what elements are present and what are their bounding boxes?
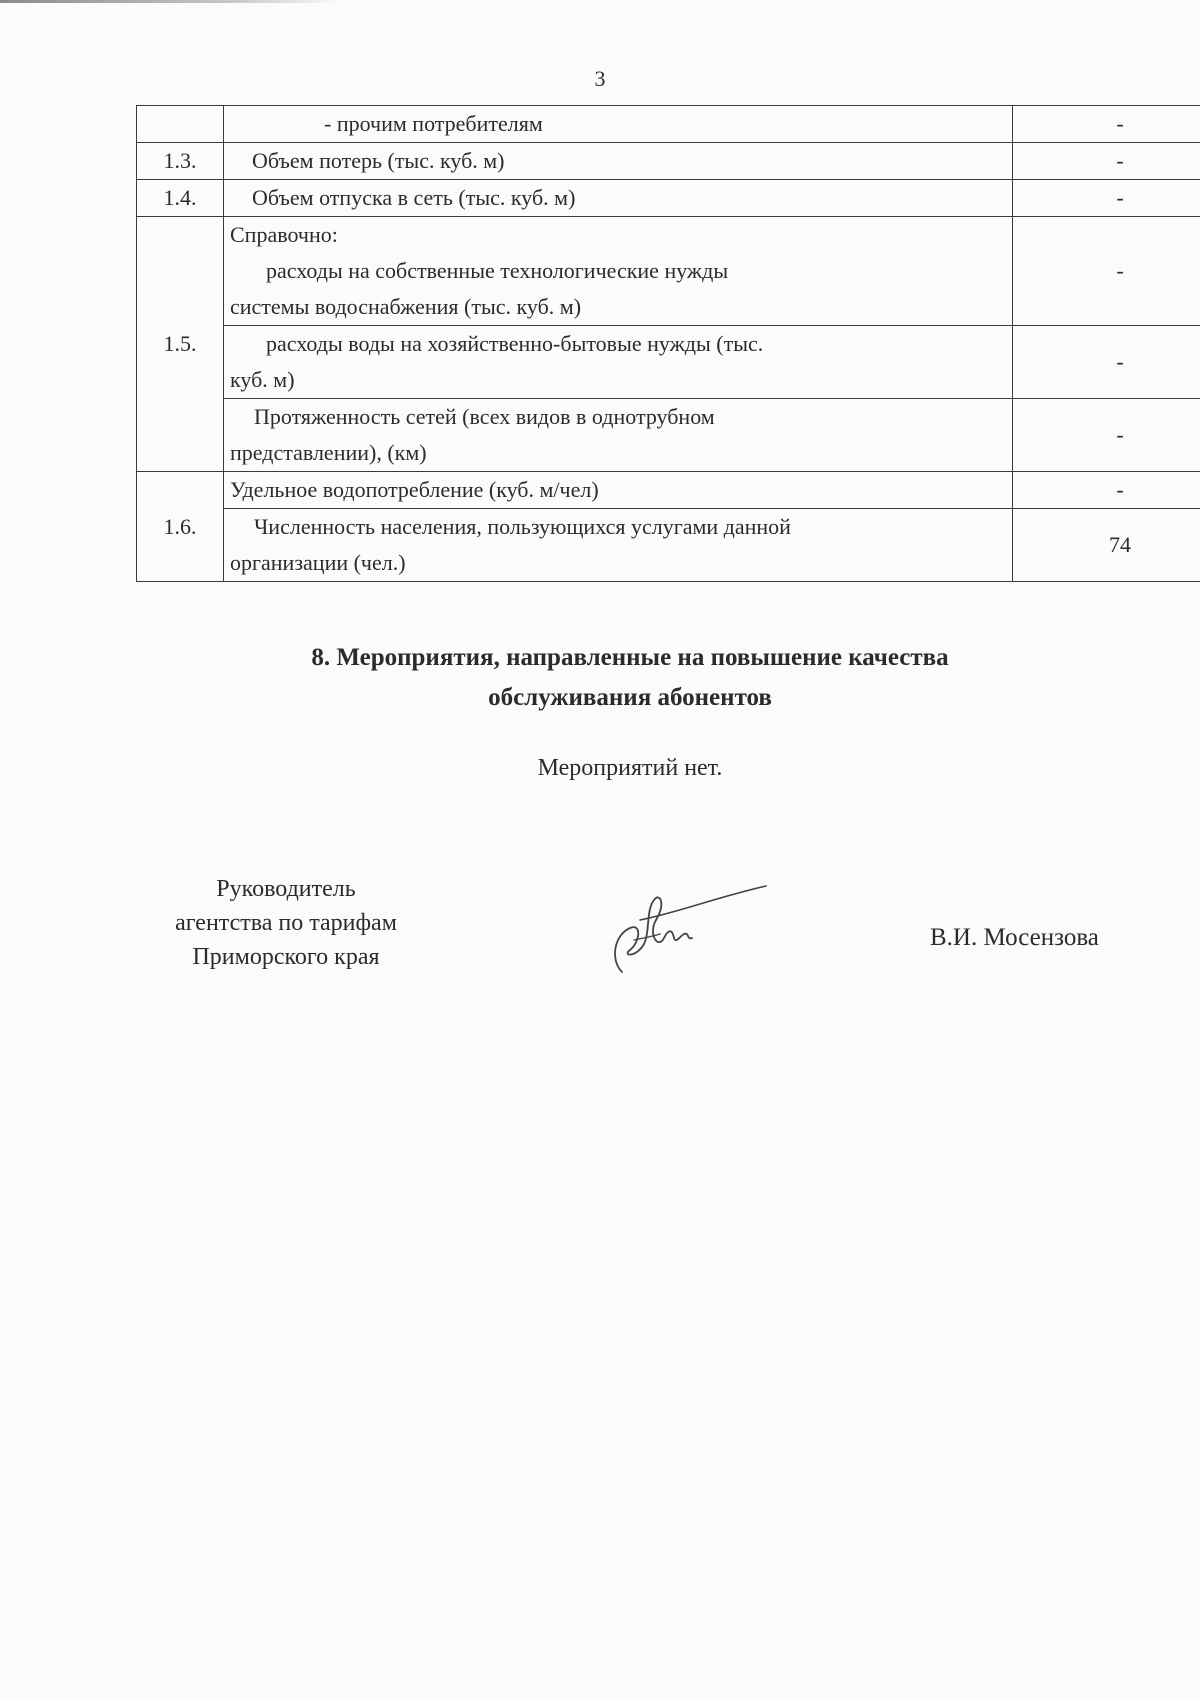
row-description-line: системы водоснабжения (тыс. куб. м)	[230, 294, 582, 319]
row-description-line: Численность населения, пользующихся услугами данной	[254, 514, 791, 539]
table-row	[137, 509, 1200, 582]
row-number	[137, 106, 224, 143]
signer-title-line: агентства по тарифам	[175, 910, 397, 936]
row-number: 1.4.	[137, 180, 224, 217]
signature-icon	[600, 880, 770, 980]
table-row	[137, 326, 1200, 399]
row-value: -	[1013, 326, 1200, 399]
row-description	[224, 472, 1013, 509]
table-row	[137, 143, 1200, 180]
signer-title-line: Приморского края	[192, 944, 380, 970]
row-description-line: организации (чел.)	[230, 550, 406, 575]
row-number: 1.3.	[137, 143, 224, 180]
row-description-line: - прочим потребителям	[324, 111, 543, 136]
row-description	[224, 399, 1013, 472]
row-description-line: Удельное водопотребление (куб. м/чел)	[230, 477, 599, 502]
row-number: 1.6.	[137, 472, 224, 582]
row-description	[224, 180, 1013, 217]
row-value: 74	[1013, 509, 1200, 582]
row-description-line: расходы воды на хозяйственно-бытовые нужды (тыс.	[266, 331, 764, 356]
row-value: -	[1013, 472, 1200, 509]
table-row	[137, 217, 1200, 326]
row-description	[224, 217, 1013, 326]
row-description-line: Объем потерь (тыс. куб. м)	[252, 148, 505, 173]
row-value: -	[1013, 399, 1200, 472]
row-description-line: Протяженность сетей (всех видов в однотрубном	[254, 404, 715, 429]
page-number: 3	[594, 66, 606, 91]
signer-title-line: Руководитель	[216, 876, 356, 902]
row-description	[224, 106, 1013, 143]
scan-edge	[0, 0, 340, 3]
table-row	[137, 472, 1200, 509]
row-description-line: Справочно:	[230, 222, 338, 247]
row-value: -	[1013, 180, 1200, 217]
row-description-line: расходы на собственные технологические нужды	[266, 258, 729, 283]
row-value: -	[1013, 217, 1200, 326]
row-description	[224, 326, 1013, 399]
section-body: Мероприятий нет.	[537, 755, 723, 781]
row-description-line: Объем отпуска в сеть (тыс. куб. м)	[252, 185, 576, 210]
section-heading	[0, 638, 1200, 718]
row-description-line: представлении), (км)	[230, 440, 427, 465]
signer-name: В.И. Мосензова	[930, 924, 1099, 951]
table-row	[137, 399, 1200, 472]
row-description	[224, 143, 1013, 180]
indicators-table	[136, 105, 1200, 582]
table-row	[137, 180, 1200, 217]
row-value: -	[1013, 143, 1200, 180]
section-heading-line: обслуживания абонентов	[488, 684, 772, 711]
row-description	[224, 509, 1013, 582]
row-number: 1.5.	[137, 217, 224, 472]
row-value: -	[1013, 106, 1200, 143]
table-row	[137, 106, 1200, 143]
signer-title	[136, 872, 436, 974]
row-description-line: куб. м)	[230, 367, 295, 392]
section-heading-line: 8. Мероприятия, направленные на повышение качества	[311, 644, 949, 671]
